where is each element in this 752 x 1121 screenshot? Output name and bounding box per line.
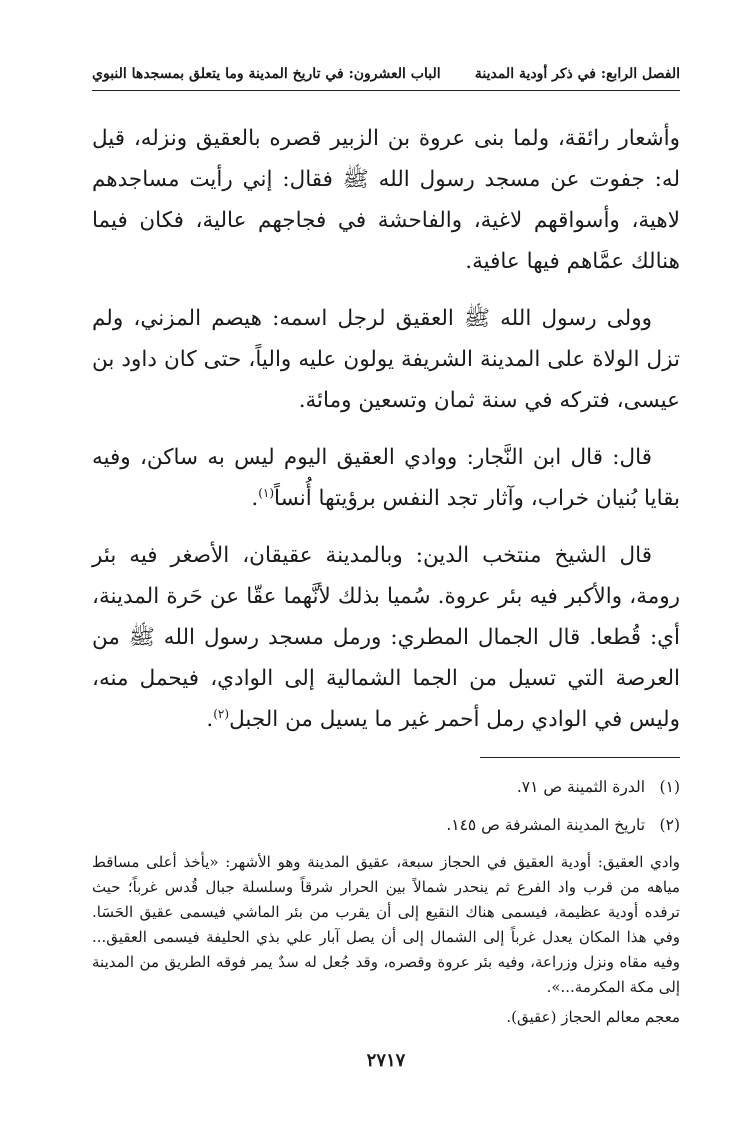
paragraph-1: وأشعار رائقة، ولما بنى عروة بن الزبير قصره بالعقيق ونزله، قيل له: جفوت عن مسجد رسول الله ﷺ فقال: إني رأيت مساجدهم لاهية، وأسواقهم لاغية، والفاحشة في فجاجهم عالية، فكان فيما هنالك عمَّاهم فيها عافية. (92, 126, 680, 274)
chapter-title: الفصل الرابع: في ذكر أودية المدينة (474, 66, 680, 82)
running-header (92, 60, 680, 88)
footnote-2 (92, 812, 680, 838)
footnote-rule (480, 757, 680, 758)
footnote-ref-2[interactable]: (٢) (213, 706, 230, 721)
paragraph-4: قال الشيخ منتخب الدين: وبالمدينة عقيقان، الأصغر فيه بئر رومة، والأكبر فيه بئر عروة. سُميا بذلك لأنَّهما عقّا عن حَرة المدينة، أي: قُطعا. قال الجمال المطري: ورمل مسجد رسول الله ﷺ من العرصة التي تسيل من الجما الشمالية إلى الوادي، فيحمل منه، وليس في الوادي رمل أحمر غير ما يسيل من الجبل$^{(٢)}$. (92, 543, 680, 732)
book-page (92, 48, 680, 1088)
footnote-ref-1[interactable]: (١) (258, 485, 275, 500)
section-title: الباب العشرون: في تاريخ المدينة وما يتعلق بمسجدها النبوي (92, 66, 441, 82)
footnote-2-source: معجم معالم الحجاز (عقيق). (506, 1008, 680, 1026)
paragraph-2: وولى رسول الله ﷺ العقيق لرجل اسمه: هيصم المزني، ولم تزل الولاة على المدينة الشريفة يولون عليه والياً، حتى كان داود بن عيسى، فتركه في سنة ثمان وتسعين ومائة. (92, 306, 680, 413)
footnote-1-text: الدرة الثمينة ص ٧١. (516, 778, 646, 796)
page-number: ٢٧١٧ (366, 1050, 406, 1071)
footnote-1-number: (١) (659, 778, 680, 796)
paragraph-3: قال: قال ابن النَّجار: ووادي العقيق اليوم ليس به ساكن، وفيه بقايا بُنيان خراب، وآثار تجد النفس برؤيتها أُنساً$^{(١)}$. (92, 445, 680, 511)
footnote-2-number: (٢) (659, 816, 680, 834)
footnote-2-text: تاريخ المدينة المشرفة ص ١٤٥. (446, 816, 646, 834)
footnote-1 (92, 774, 680, 800)
main-text (92, 118, 680, 756)
header-rule (92, 90, 680, 91)
footnote-2-extra: وادي العقيق: أودية العقيق في الحجاز سبعة، عقيق المدينة وهو الأشهر: «يأخذ أعلى مساقط مياهه من قرب واد الفرع ثم ينحدر شمالاً بين الحرار شرقاً وسلسلة جبال قُدس غرباً؛ حيث ترفده أودية عظيمة، فيسمى هناك النقيع إلى أن يقرب من بئر الماشي فيسمى عقيق الحَسَا. وفي هذا المكان يعدل غرباً إلى الشمال إلى أن يصل آبار علي بذي الحليفة فيسمى العقيق... وفيه مقاه ونزل وزراعة، وفيه بئر عروة وقصره، وقد جُعل له سدٌ يمر فوقه الطريق من المدينة إلى مكة المكرمة...». (92, 853, 680, 996)
footnotes (92, 768, 680, 1026)
